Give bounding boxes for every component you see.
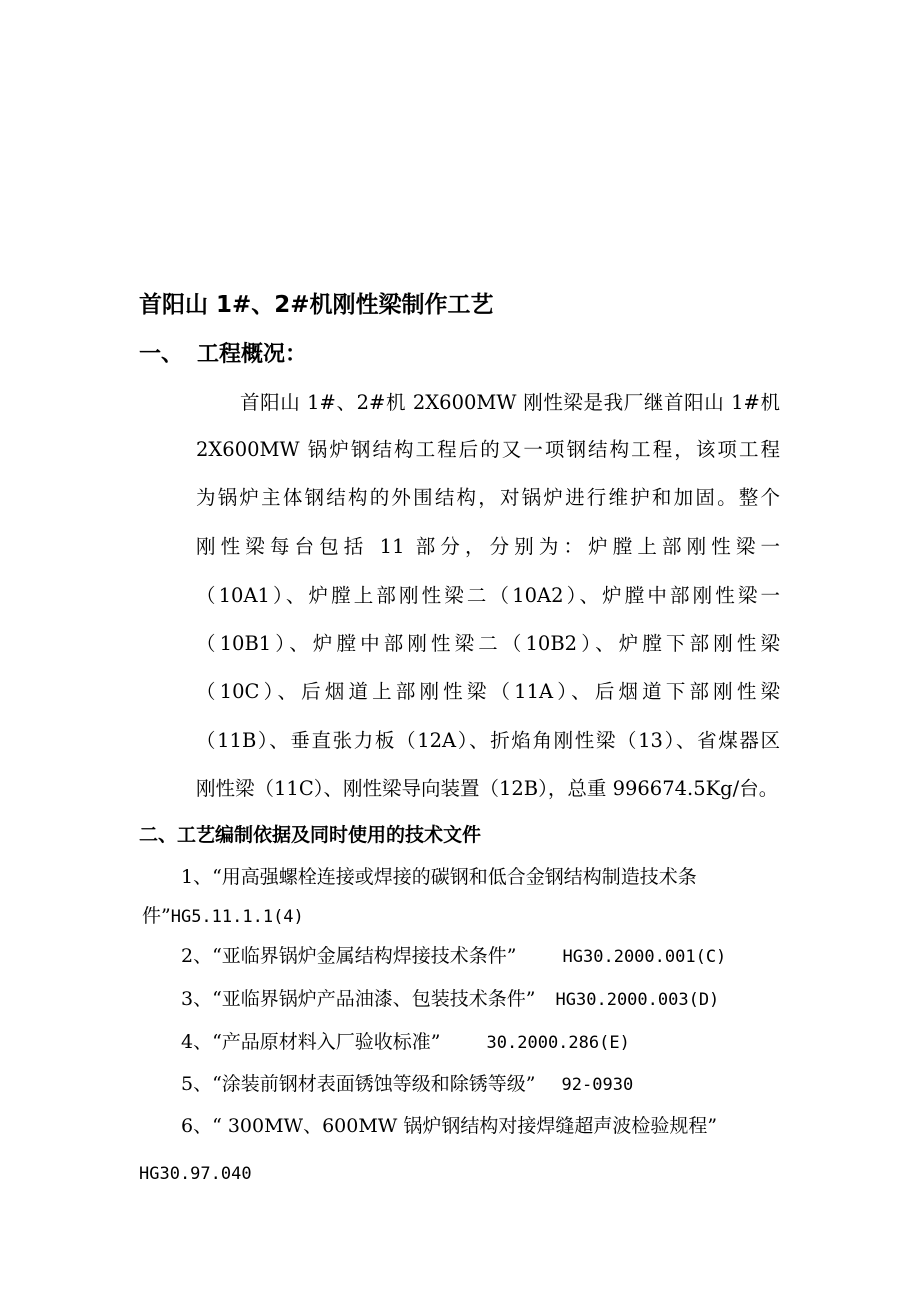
reference-code: HG30.2000.001(C) <box>562 947 727 967</box>
reference-title-cont: 件” <box>142 905 171 927</box>
reference-code: 92-0930 <box>561 1075 634 1095</box>
section1-line: 为锅炉主体钢结构的外围结构，对锅炉进行维护和加固。整个 <box>196 486 780 509</box>
reference-title: 3、“亚临界锅炉产品油漆、包装技术条件” <box>181 988 536 1010</box>
reference-item <box>181 1071 633 1098</box>
reference-item <box>181 1029 630 1056</box>
document-title: 首阳山 1#、2#机刚性梁制作工艺 <box>139 292 494 318</box>
reference-item <box>181 1113 717 1139</box>
reference-title: 6、“ 300MW、600MW 锅炉钢结构对接焊缝超声波检验规程” <box>181 1115 718 1137</box>
reference-title: 1、“用高强螺栓连接或焊接的碳钢和低合金钢结构制造技术条 <box>181 866 697 888</box>
reference-code: HG5.11.1.1(4) <box>170 907 304 927</box>
reference-code: HG30.97.040 <box>139 1164 252 1184</box>
reference-item-continuation <box>142 903 304 930</box>
section1-heading-text: 工程概况： <box>197 342 308 367</box>
section1-line: （10C）、后烟道上部刚性梁（11A）、后烟道下部刚性梁 <box>196 680 780 703</box>
section1-line: 2X600MW 锅炉钢结构工程后的又一项钢结构工程，该项工程 <box>196 438 780 461</box>
section1-line: 刚性梁（11C）、刚性梁导向装置（12B），总重 996674.5Kg/台。 <box>196 777 779 800</box>
reference-title: 2、“亚临界锅炉金属结构焊接技术条件” <box>181 945 517 967</box>
reference-code: 30.2000.286(E) <box>486 1033 630 1053</box>
section1-line: （10A1）、炉膛上部刚性梁二（10A2）、炉膛中部刚性梁一 <box>196 584 780 607</box>
reference-item <box>181 864 697 890</box>
reference-title: 5、“涂装前钢材表面锈蚀等级和除锈等级” <box>181 1073 536 1095</box>
section2-heading: 二、工艺编制依据及同时使用的技术文件 <box>139 824 482 846</box>
section1-line: 刚性梁每台包括 11 部分，分别为：炉膛上部刚性梁一 <box>196 535 780 558</box>
reference-item <box>181 986 719 1013</box>
reference-title: 4、“产品原材料入厂验收标准” <box>181 1031 441 1053</box>
section1-number: 一、 <box>139 342 184 367</box>
section1-line: （11B）、垂直张力板（12A）、折焰角刚性梁（13）、省煤器区 <box>196 729 780 752</box>
section1-line: （10B1）、炉膛中部刚性梁二（10B2）、炉膛下部刚性梁 <box>196 632 780 655</box>
section1-heading <box>139 340 307 370</box>
reference-code: HG30.2000.003(D) <box>555 990 720 1010</box>
section1-line: 首阳山 1#、2#机 2X600MW 刚性梁是我厂继首阳山 1#机 <box>240 391 780 414</box>
reference-item <box>181 943 726 970</box>
reference-item-continuation <box>139 1160 252 1187</box>
